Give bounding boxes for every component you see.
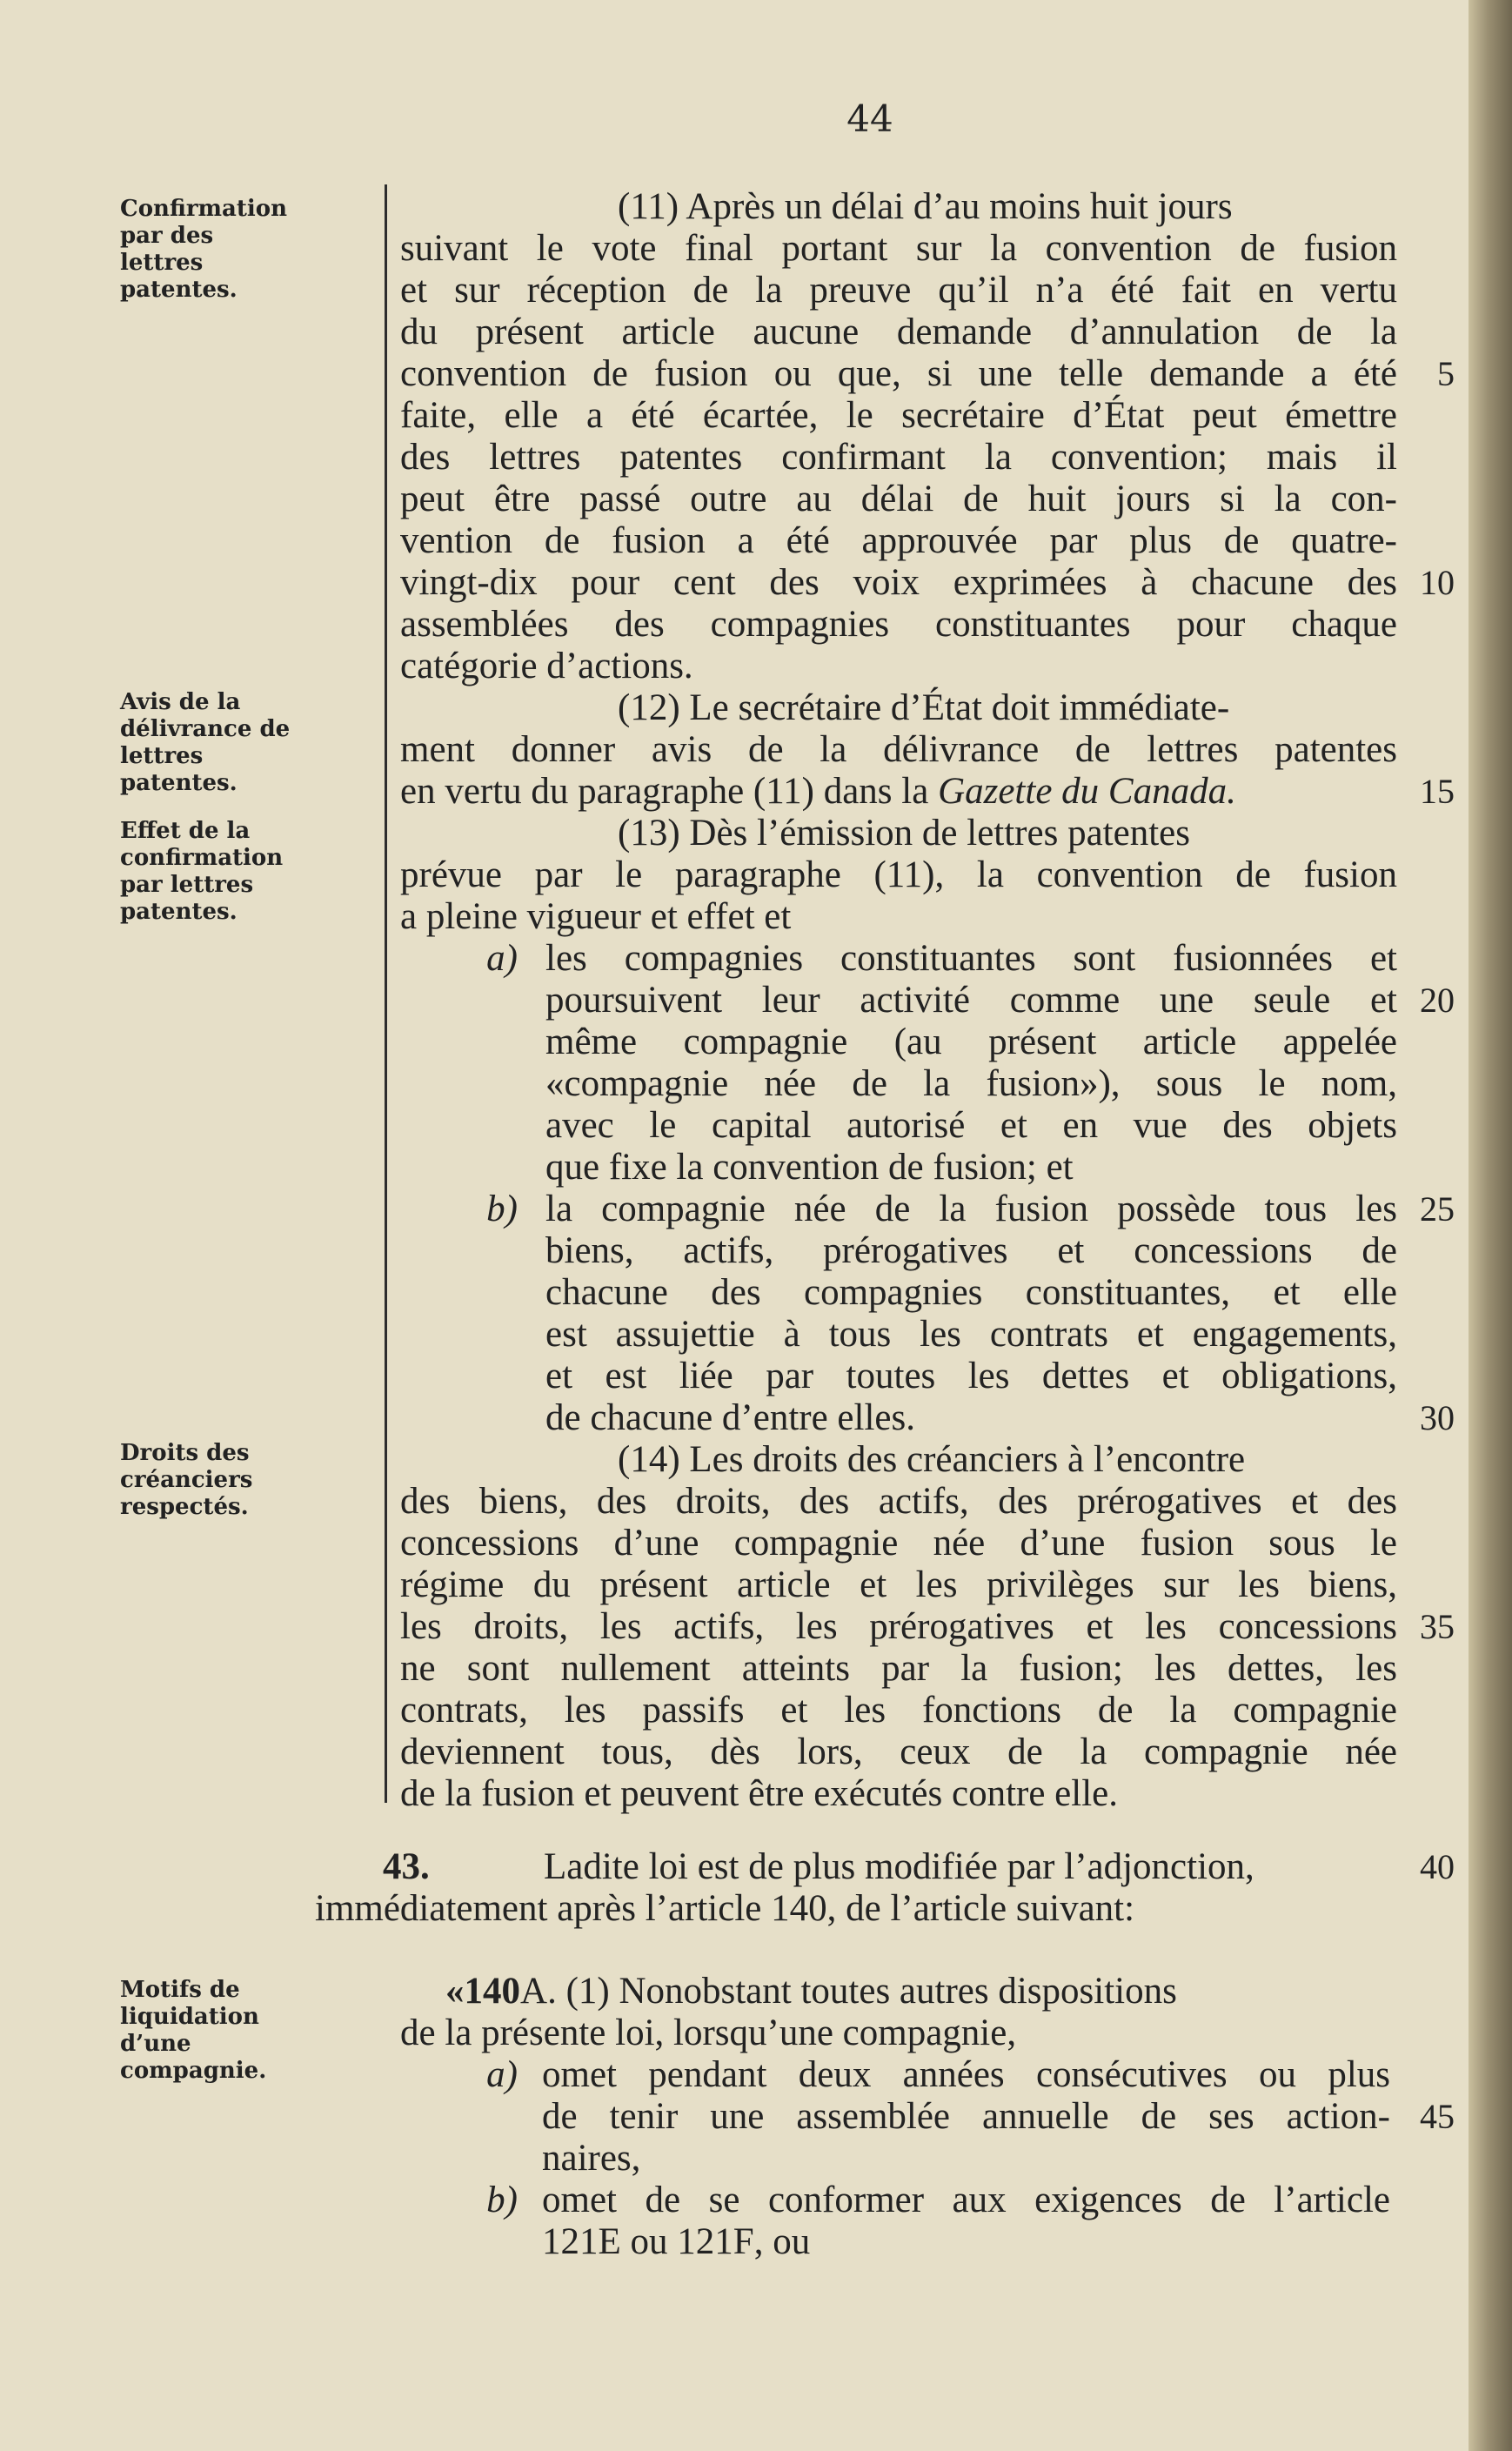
line-number: 20 [1420,981,1455,1020]
line-number: 15 [1420,772,1455,811]
line-number: 10 [1420,563,1455,602]
line-number: 25 [1420,1189,1455,1229]
text-line: en vertu du paragraphe (11) dans la Gazette du Canada. [400,771,1236,812]
text-line: Ladite loi est de plus modifiée par l’adjonction, [544,1846,1254,1887]
text-line: les droits, les actifs, les prérogatives et les concessions [400,1606,1397,1647]
text-line: du présent article aucune demande d’annulation de la [400,311,1397,352]
text-line: catégorie d’actions. [400,646,693,686]
margin-note-avis: Avis de la délivrance de lettres patentes. [120,689,291,796]
text-line: deviennent tous, dès lors, ceux de la compagnie née [400,1731,1397,1772]
text-line: poursuivent leur activité comme une seule et [545,980,1397,1021]
text-line: faite, elle a été écartée, le secrétaire d’État peut émettre [400,395,1397,436]
text-line: ment donner avis de la délivrance de lettres patentes [400,729,1397,770]
text-line: prévue par le paragraphe (11), la convention de fusion [400,854,1397,895]
text-line: vingt-dix pour cent des voix exprimées à chacune des [400,562,1397,603]
margin-note-effet: Effet de la confirmation par lettres patentes. [120,818,284,925]
text-line: omet pendant deux années consécutives ou plus [542,2054,1390,2095]
line-number: 5 [1437,354,1455,393]
text-line: que fixe la convention de fusion; et [545,1147,1074,1188]
text-line: avec le capital autorisé et en vue des objets [545,1105,1397,1146]
text-line: «140A. (1) Nonobstant toutes autres dispositions [445,1971,1177,2012]
section-number: 43. [383,1846,430,1887]
text-line: la compagnie née de la fusion possède tous les [545,1189,1397,1229]
item-label: b) [486,1189,518,1229]
margin-note-motifs: Motifs de liquidation d’une compagnie. [120,1977,267,2084]
text-line: a pleine vigueur et effet et [400,896,792,937]
text-line: est assujettie à tous les contrats et engagements, [545,1314,1397,1355]
text-line: ne sont nullement atteints par la fusion; les dettes, les [400,1648,1397,1689]
text-line: des lettres patentes confirmant la convention; mais il [400,437,1397,478]
text-line: immédiatement après l’article 140, de l’article suivant: [315,1888,1135,1929]
text-line: régime du présent article et les privilèges sur les biens, [400,1564,1397,1605]
text-line: (11) Après un délai d’au moins huit jours [618,186,1233,227]
text-line: 121E ou 121F, ou [542,2221,811,2262]
page-number: 44 [846,97,893,140]
text-line: biens, actifs, prérogatives et concessions de [545,1230,1397,1271]
text-line: contrats, les passifs et les fonctions de la compagnie [400,1690,1397,1731]
text-line: convention de fusion ou que, si une telle demande a été [400,353,1397,394]
text-line: «compagnie née de la fusion»), sous le nom, [545,1063,1397,1104]
item-label: a) [486,938,518,979]
text-line: les compagnies constituantes sont fusionnées et [545,938,1397,979]
text-line: peut être passé outre au délai de huit jours si la con- [400,479,1397,519]
text-line: de tenir une assemblée annuelle de ses action- [542,2096,1390,2137]
text-line: vention de fusion a été approuvée par plus de quatre- [400,520,1397,561]
text-line: et sur réception de la preuve qu’il n’a été fait en vertu [400,270,1397,311]
text-line: suivant le vote final portant sur la convention de fusion [400,228,1397,269]
text-line: concessions d’une compagnie née d’une fusion sous le [400,1523,1397,1564]
line-number: 45 [1420,2097,1455,2136]
text-line: assemblées des compagnies constituantes pour chaque [400,604,1397,645]
text-line: (14) Les droits des créanciers à l’encontre [618,1439,1246,1480]
text-line: de la présente loi, lorsqu’une compagnie, [400,2012,1017,2053]
text-line: de chacune d’entre elles. [545,1397,915,1438]
margin-note-droits: Droits des créanciers respectés. [120,1440,253,1520]
line-number: 30 [1420,1398,1455,1437]
item-label: b) [486,2180,518,2220]
margin-note-confirmation: Confirmation par des lettres patentes. [120,196,288,303]
page-edge [1469,0,1512,2451]
line-number: 35 [1420,1607,1455,1646]
text-line: des biens, des droits, des actifs, des prérogatives et des [400,1481,1397,1522]
text-line: (12) Le secrétaire d’État doit immédiate- [618,687,1230,728]
text-line: omet de se conformer aux exigences de l’article [542,2180,1390,2220]
text-line: et est liée par toutes les dettes et obligations, [545,1356,1397,1396]
vertical-rule [385,184,387,1803]
text-line: même compagnie (au présent article appelée [545,1021,1397,1062]
text-line: (13) Dès l’émission de lettres patentes [618,813,1190,854]
text-line: chacune des compagnies constituantes, et elle [545,1272,1397,1313]
line-number: 40 [1420,1847,1455,1886]
item-label: a) [486,2054,518,2095]
text-line: de la fusion et peuvent être exécutés contre elle. [400,1773,1118,1814]
text-line: naires, [542,2138,641,2179]
